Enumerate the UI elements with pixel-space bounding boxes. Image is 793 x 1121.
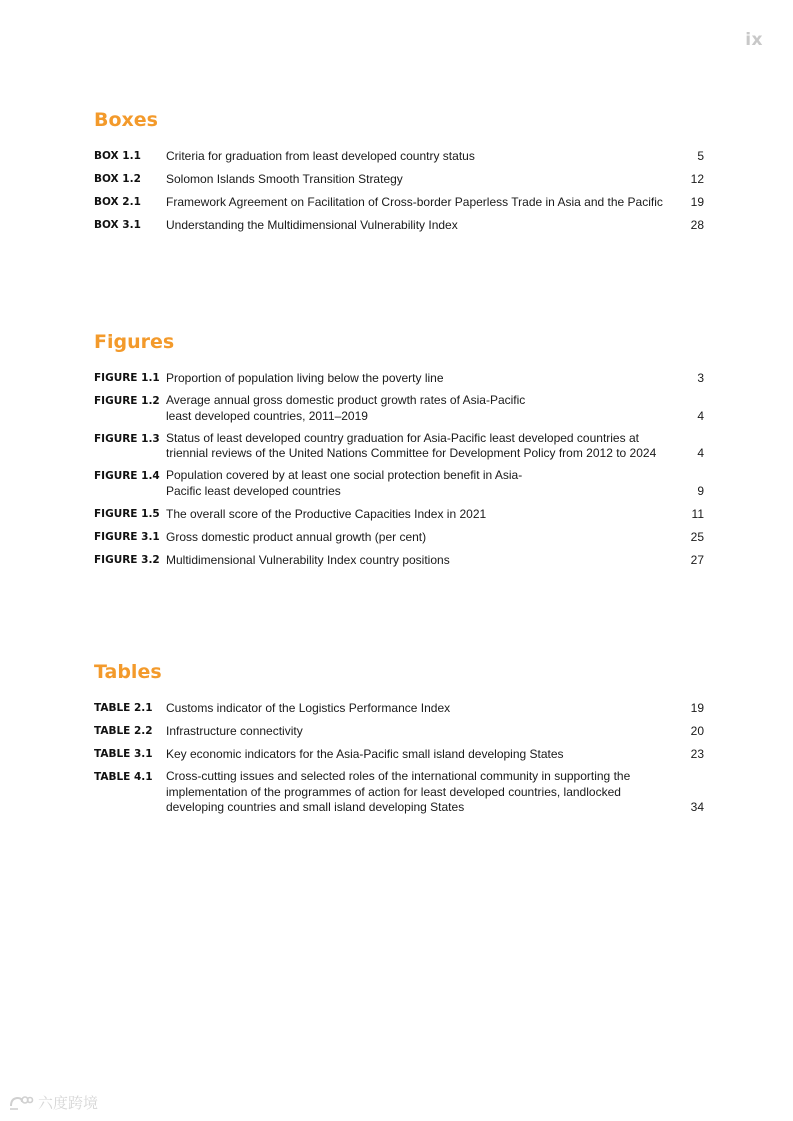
boxes-section <box>94 108 704 240</box>
logo-icon <box>8 1094 34 1112</box>
entry-label: BOX 3.1 <box>94 219 141 231</box>
entry-page-number: 19 <box>690 195 704 209</box>
list-item[interactable] <box>94 171 704 188</box>
entry-text: Population covered by at least one social protection benefit in Asia-Pacific least developed countries <box>166 468 523 498</box>
entry-label: FIGURE 1.5 <box>94 507 160 520</box>
entry-label: FIGURE 3.1 <box>94 530 160 543</box>
entry-text: Criteria for graduation from least developed country status <box>166 149 475 163</box>
list-item[interactable] <box>94 746 704 763</box>
entry-text: Solomon Islands Smooth Transition Strategy <box>166 172 403 186</box>
list-item[interactable] <box>94 723 704 740</box>
entry-text: Understanding the Multidimensional Vulnerability Index <box>166 218 458 232</box>
entry-label: FIGURE 1.1 <box>94 372 160 384</box>
watermark-text: 六度跨境 <box>38 1094 99 1112</box>
list-item[interactable] <box>94 370 704 387</box>
entry-text: Infrastructure connectivity <box>166 724 303 738</box>
entry-page-number: 3 <box>697 371 704 385</box>
entry-text: Proportion of population living below the poverty line <box>166 371 444 385</box>
entry-text: Customs indicator of the Logistics Performance Index <box>166 701 451 715</box>
entry-page-number: 28 <box>690 218 704 232</box>
entry-page-number: 9 <box>697 483 704 498</box>
entry-text: Key economic indicators for the Asia-Pacific small island developing States <box>166 747 564 761</box>
entry-label: TABLE 4.1 <box>94 771 153 783</box>
list-item[interactable] <box>94 468 704 499</box>
entry-label: TABLE 2.2 <box>94 725 153 737</box>
entry-label: FIGURE 3.2 <box>94 553 160 566</box>
entry-label: TABLE 2.1 <box>94 702 153 714</box>
entry-page-number: 19 <box>690 701 704 715</box>
entry-page-number: 25 <box>690 529 704 544</box>
entry-text: Framework Agreement on Facilitation of Cross-border Paperless Trade in Asia and the Pacific <box>166 195 663 209</box>
entry-page-number: 4 <box>697 446 704 460</box>
entry-page-number: 11 <box>691 506 704 521</box>
entry-text: Gross domestic product annual growth (per cent) <box>166 529 427 544</box>
boxes-title: Boxes <box>94 109 158 131</box>
entry-label: BOX 1.2 <box>94 173 141 185</box>
entry-page-number: 23 <box>690 747 704 761</box>
list-item[interactable] <box>94 700 704 717</box>
entry-label: BOX 1.1 <box>94 150 141 162</box>
list-item[interactable] <box>94 506 704 523</box>
figures-section <box>94 330 704 575</box>
entry-page-number: 34 <box>690 800 704 814</box>
page-number: ix <box>745 30 763 50</box>
entry-text: Status of least developed country graduation for Asia-Pacific least developed countries at triennial reviews of the United Nations Committee for Development Policy from 2012 to 2024 <box>166 430 657 460</box>
list-item[interactable] <box>94 194 704 211</box>
list-item[interactable] <box>94 529 704 546</box>
list-item[interactable] <box>94 148 704 165</box>
entry-text: Multidimensional Vulnerability Index country positions <box>166 552 450 567</box>
entry-page-number: 20 <box>690 724 704 738</box>
entry-page-number: 27 <box>690 552 704 567</box>
entry-page-number: 12 <box>690 172 704 186</box>
list-item[interactable] <box>94 431 704 462</box>
entry-label: FIGURE 1.2 <box>94 395 160 407</box>
watermark <box>8 1092 98 1113</box>
entry-page-number: 5 <box>697 149 704 163</box>
entry-text: Cross-cutting issues and selected roles of the international community in supporting the implementation of the programmes of action for least developed countries, landlocked developing countries and small island developing States <box>166 769 631 814</box>
tables-title: Tables <box>94 661 162 683</box>
entry-text: Average annual gross domestic product growth rates of Asia-Pacific least developed countries, 2011–2019 <box>166 393 526 423</box>
list-item[interactable] <box>94 393 704 424</box>
list-item[interactable] <box>94 217 704 234</box>
list-item[interactable] <box>94 552 704 569</box>
list-item[interactable] <box>94 769 704 816</box>
tables-section <box>94 660 704 822</box>
entry-text: The overall score of the Productive Capacities Index in 2021 <box>166 506 487 521</box>
entry-label: FIGURE 1.4 <box>94 470 160 482</box>
entry-label: TABLE 3.1 <box>94 748 153 760</box>
entry-page-number: 4 <box>697 408 704 423</box>
entry-label: BOX 2.1 <box>94 196 141 208</box>
figures-title: Figures <box>94 331 175 353</box>
entry-label: FIGURE 1.3 <box>94 432 160 445</box>
